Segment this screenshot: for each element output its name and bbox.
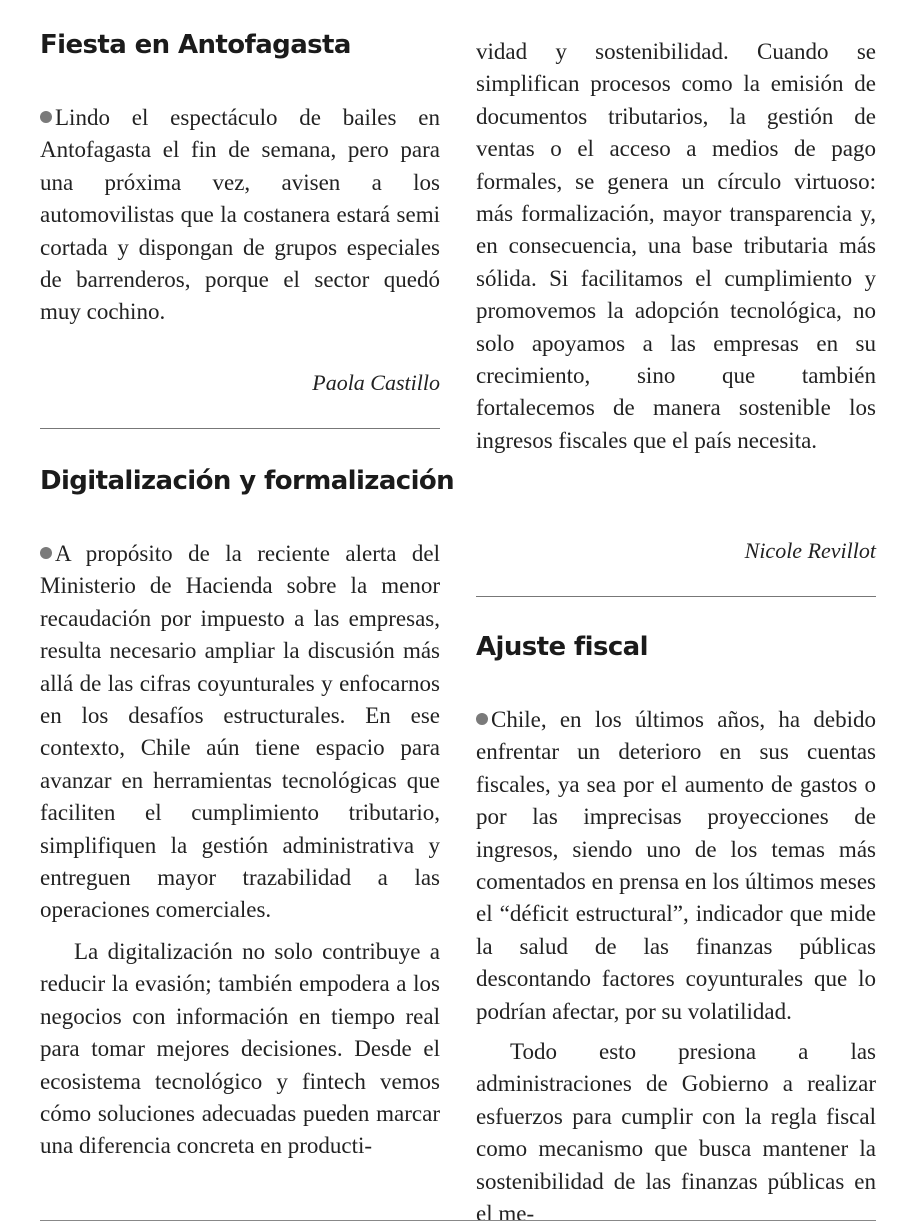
letter-ajuste-fiscal-p2: Todo esto presiona a las administraciones de Gobierno a realizar esfuerzos para cumplir con la regla fiscal como mecanismo que busca mantener la sostenibilidad de las finanzas públicas en el me-: [476, 1039, 876, 1227]
letter-fiesta-text: Lindo el espectáculo de bailes en Antofagasta el fin de semana, pero para una próxima vez, avisen a los automovilistas que la costanera estará semi cortada y dispongan de grupos especiales de barrenderos, porque el sector quedó muy cochino.: [40, 105, 440, 325]
bottom-rule: [40, 1220, 876, 1221]
letter-digitalizacion-p2: La digitalización no solo contribuye a reducir la evasión; también empodera a los negocios con información en tiempo real para tomar mejores decisiones. Desde el ecosistema tecnológico y fintech vemos cómo soluciones adecuadas pueden marcar una diferencia concreta en producti-: [40, 939, 440, 1159]
divider: [40, 428, 440, 429]
letter-digitalizacion-continued: vidad y sostenibilidad. Cuando se simplifican procesos como la emisión de documentos tributarios, la gestión de ventas o el acceso a medios de pago formales, se genera un círculo virtuoso: más formalización, mayor transparencia y, en consecuencia, una base tributaria más sólida. Si facilitamos el cumplimiento y promovemos la adopción tecnológica, no solo apoyamos a las empresas en su crecimiento, sino que también fortalecemos de manera sostenible los ingresos fiscales que el país necesita.: [476, 39, 876, 453]
letter-ajuste-fiscal-p1: [476, 704, 876, 1028]
bullet-icon: [476, 713, 488, 725]
heading-ajuste-fiscal: Ajuste fiscal: [476, 632, 648, 662]
heading-fiesta-antofagasta: Fiesta en Antofagasta: [40, 30, 351, 60]
divider: [476, 596, 876, 597]
signature-paola-castillo: Paola Castillo: [312, 370, 440, 395]
letter-ajuste-fiscal-p1-text: Chile, en los últimos años, ha debido enfrentar un deterioro en sus cuentas fiscales, ya sea por el aumento de gastos o por las imprecisas proyecciones de ingresos, siendo uno de los temas más comentados en prensa en los últimos meses el “déficit estructural”, indicador que mide la salud de las finanzas públicas descontando factores coyunturales que lo podrían afectar, por su volatilidad.: [476, 707, 876, 1024]
heading-digitalizacion: Digitalización y formalización: [40, 466, 455, 496]
bullet-icon: [40, 547, 52, 559]
signature-nicole-revillot: Nicole Revillot: [744, 538, 876, 563]
letter-digitalizacion-p1-text: A propósito de la reciente alerta del Ministerio de Hacienda sobre la menor recaudación por impuesto a las empresas, resulta necesario ampliar la discusión más allá de las cifras coyunturales y enfocarnos en los desafíos estructurales. En ese contexto, Chile aún tiene espacio para avanzar en herramientas tecnológicas que faciliten el cumplimiento tributario, simplifiquen la gestión administrativa y entreguen mayor trazabilidad a las operaciones comerciales.: [40, 541, 440, 923]
bullet-icon: [40, 111, 52, 123]
letter-digitalizacion-p1: [40, 538, 440, 927]
letter-fiesta-body: [40, 102, 440, 329]
